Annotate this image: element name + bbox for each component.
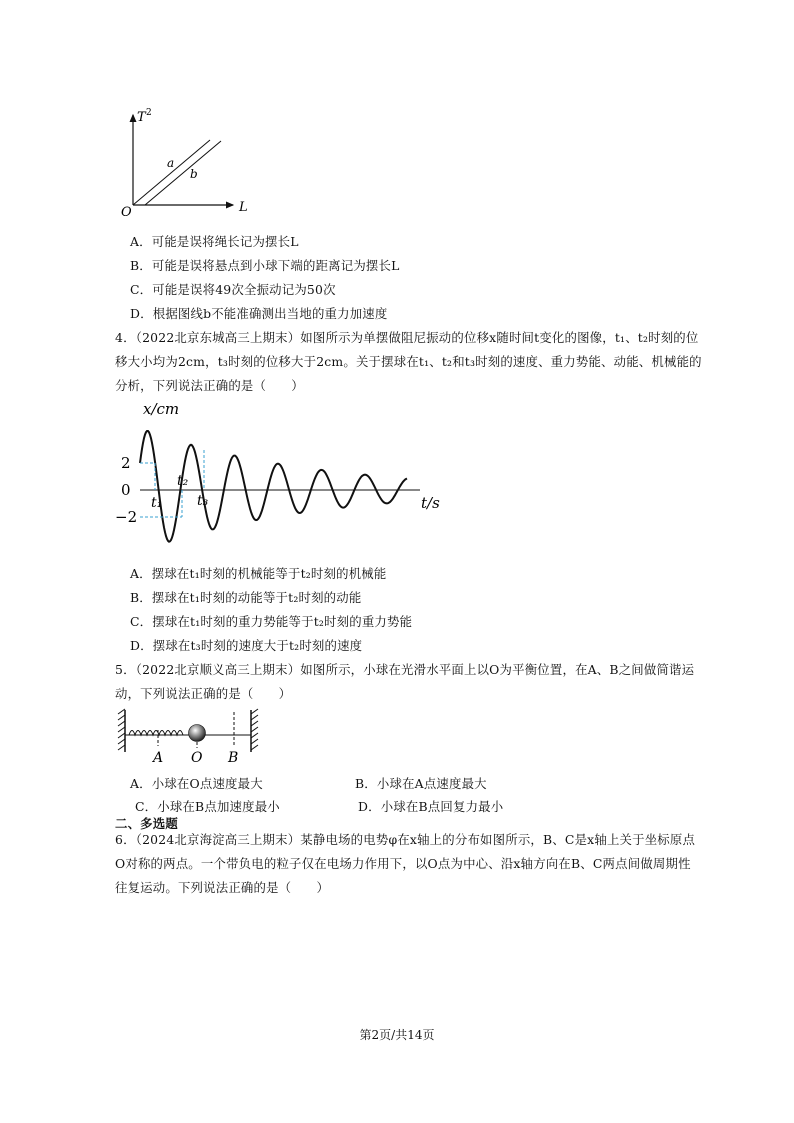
tick-label-2: 2 [121,454,131,472]
y-axis-label: x/cm [143,400,180,418]
q4-stem-line3: 分析，下列说法正确的是（ ） [115,378,304,393]
q4-stem-line2: 移大小均为2cm，t₃时刻的位移大于2cm。关于摆球在t₁、t₂和t₃时刻的速度、重力势能、动能、机械能的 [115,354,702,369]
y-axis-label: T [137,110,146,125]
page-footer: 第2页/共14页 [359,1028,435,1042]
right-wall-hatch [251,709,258,750]
line-a [133,140,210,205]
q6-stem-line3: 往复运动。下列说法正确的是（ ） [115,880,330,895]
q5-stem-line1: 5．（2022北京顺义高三上期末）如图所示，小球在光滑水平面上以O为平衡位置，在A、B之间做简谐运 [115,662,695,677]
q3-option-a: A．可能是误将绳长记为摆长L [130,234,299,249]
y-axis-sup: 2 [146,108,152,118]
spring [125,731,189,736]
q4-option-c: C．摆球在t₁时刻的重力势能等于t₂时刻的重力势能 [130,614,413,629]
damped-oscillation-graph [115,398,455,558]
label-A: A [153,750,164,766]
line-b-label: b [190,167,198,181]
line-b [145,141,221,205]
ball [189,725,206,742]
tick-label-0: 0 [121,481,131,499]
origin-label: O [121,205,132,220]
left-wall-hatch [118,709,125,750]
q4-stem-line1: 4．（2022北京东城高三上期末）如图所示为单摆做阻尼振动的位移x随时间t变化的图像，t₁、t₂时刻的位 [115,330,699,345]
t1-label: t₁ [151,495,163,511]
q4-option-a: A．摆球在t₁时刻的机械能等于t₂时刻的机械能 [130,566,387,581]
q3-option-b: B．可能是误将悬点到小球下端的距离记为摆长L [130,258,400,273]
t3-label: t₃ [197,493,209,509]
q4-option-d: D．摆球在t₃时刻的速度大于t₂时刻的速度 [130,638,363,653]
section-heading: 二、多选题 [115,816,178,831]
t2-l-graph [115,105,255,220]
q6-stem-line2: O对称的两点。一个带负电的粒子仅在电场力作用下，以O点为中心、沿x轴方向在B、C两点间做周期性 [115,856,691,871]
label-O: O [191,750,203,766]
q5-stem-line2: 动，下列说法正确的是（ ） [115,686,292,701]
q4-option-b: B．摆球在t₁时刻的动能等于t₂时刻的动能 [130,590,362,605]
q5-option-c: C．小球在B点加速度最小 [135,799,280,814]
q5-option-d: D．小球在B点回复力最小 [358,799,504,814]
x-axis-label: L [239,200,248,215]
label-B: B [228,750,239,766]
q6-stem-line1: 6．（2024北京海淀高三上期末）某静电场的电势φ在x轴上的分布如图所示，B、C是x轴上关于坐标原点 [115,832,696,847]
t2-label: t₂ [177,473,189,489]
q5-option-a: A．小球在O点速度最大 [130,776,263,791]
spring-oscillator-figure [115,706,275,766]
q5-option-b: B．小球在A点速度最大 [355,776,487,791]
x-axis-label: t/s [421,494,440,512]
q3-option-c: C．可能是误将49次全振动记为50次 [130,282,336,297]
line-a-label: a [167,156,175,170]
q3-option-d: D．根据图线b不能准确测出当地的重力加速度 [130,306,388,321]
tick-label-neg2: −2 [115,508,138,526]
